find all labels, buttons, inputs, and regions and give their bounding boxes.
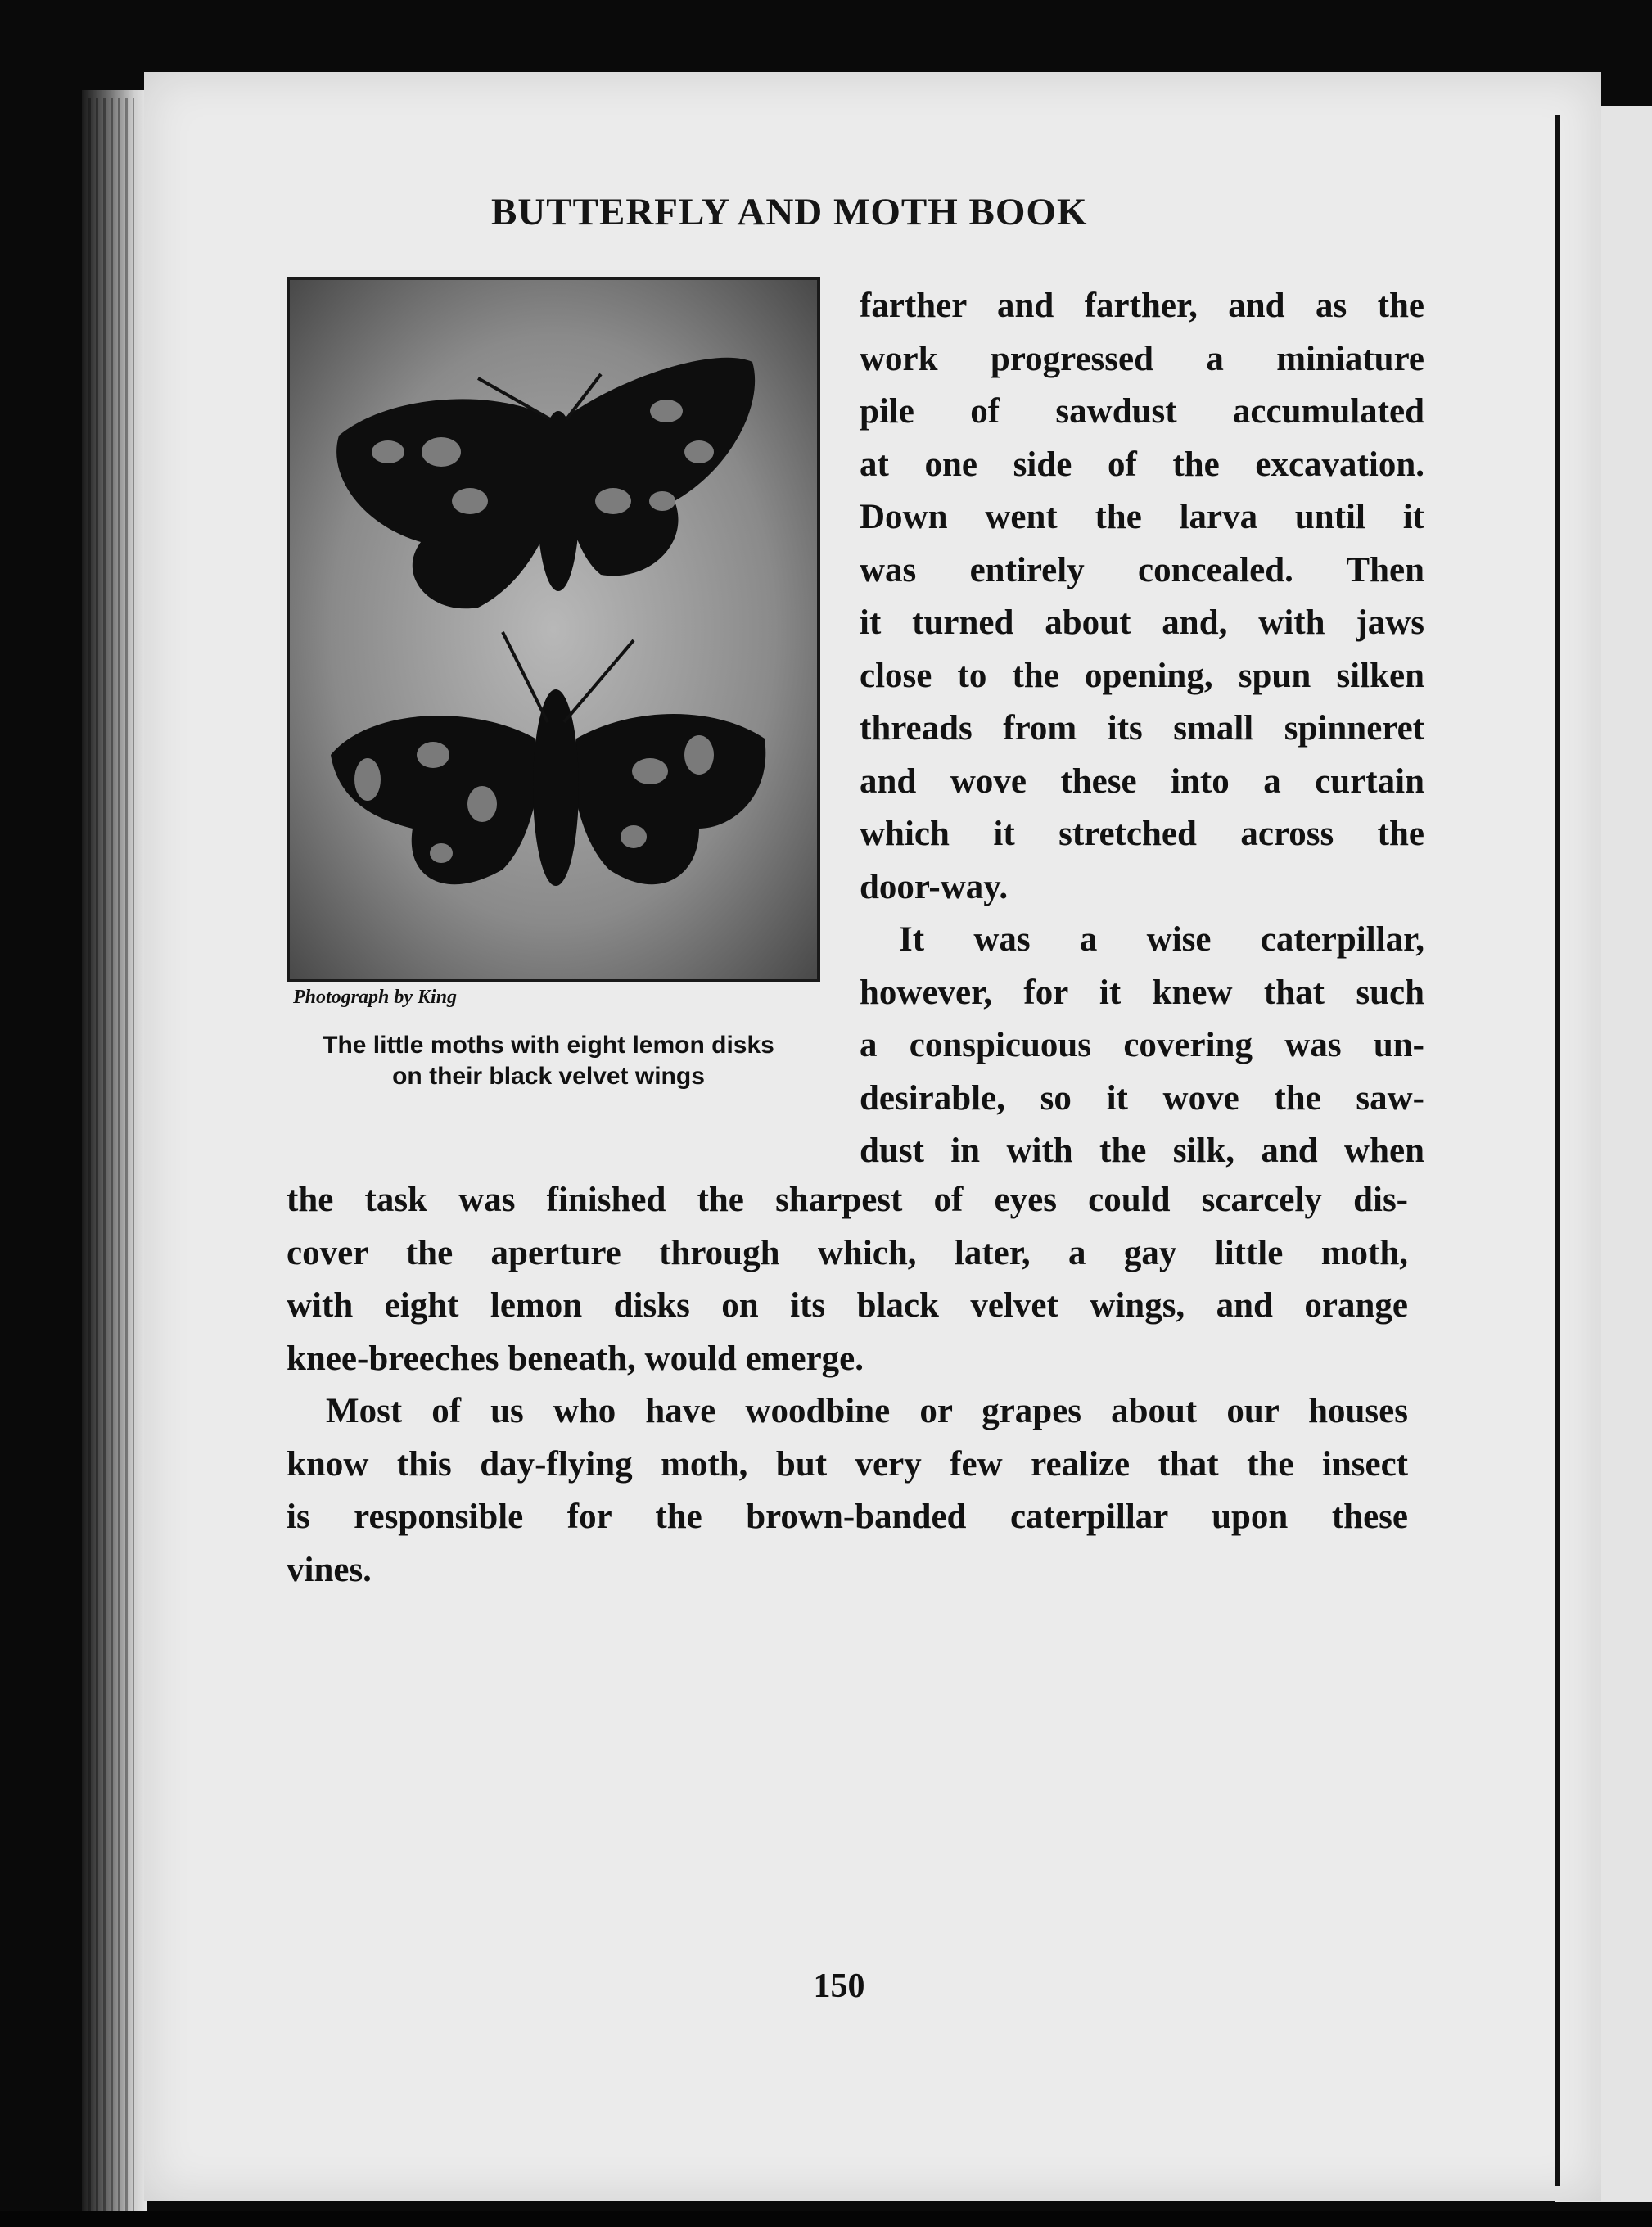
paragraph-woodbine [287, 1385, 1408, 1597]
caption-line-2: on their black velvet wings [392, 1063, 705, 1090]
paragraph-continued [860, 280, 1424, 914]
text-line: know this day-flying moth, but very few realize that the insect [287, 1444, 1408, 1484]
text-line: which it stretched across the [860, 815, 1424, 853]
text-line: it turned about and, with jaws [860, 603, 1424, 642]
text-line: however, for it knew that such [860, 973, 1424, 1012]
text-line: door-way. [860, 867, 1009, 906]
text-line: the task was finished the sharpest of eyes could scarcely dis- [287, 1181, 1408, 1219]
body-text-column [860, 280, 1424, 1178]
text-line: desirable, so it wove the saw- [860, 1078, 1424, 1118]
text-line: with eight lemon disks on its black velvet wings, and orange [287, 1286, 1408, 1325]
text-line: close to the opening, spun silken [860, 656, 1424, 695]
text-line: at one side of the excavation. [860, 445, 1424, 484]
page-number: 150 [813, 1967, 865, 2005]
text-line: dust in with the silk, and when [860, 1132, 1424, 1170]
text-line: is responsible for the brown-banded caterpillar upon these [287, 1497, 1408, 1536]
scan-border-bottom [0, 2211, 1652, 2227]
text-line: pile of sawdust accumulated [860, 392, 1424, 431]
paragraph-wise-caterpillar-continued [287, 1174, 1408, 1385]
text-line: work progressed a miniature [860, 339, 1424, 378]
text-line: was entirely concealed. Then [860, 550, 1424, 590]
text-line: a conspicuous covering was un- [860, 1026, 1424, 1064]
text-line: knee-breeches beneath, would emerge. [287, 1339, 864, 1378]
moth-photograph [287, 277, 820, 982]
photo-credit: Photograph by King [293, 987, 458, 1008]
text-line: It was a wise caterpillar, [899, 920, 1424, 959]
moth-photograph-image [290, 280, 817, 979]
running-head: BUTTERFLY AND MOTH BOOK [491, 191, 1088, 233]
paragraph-wise-caterpillar [860, 914, 1424, 1178]
text-line: cover the aperture through which, later, a gay little moth, [287, 1233, 1408, 1272]
figure-caption [278, 1030, 819, 1095]
text-line: vines. [287, 1550, 372, 1589]
text-line: Most of us who have woodbine or grapes about our houses [326, 1392, 1408, 1430]
page-edge-stripes [88, 98, 134, 2211]
book-gutter [1555, 115, 1560, 2186]
body-text-full-width [287, 1174, 1408, 1597]
text-line: and wove these into a curtain [860, 761, 1424, 801]
text-line: threads from its small spinneret [860, 709, 1424, 748]
caption-line-1: The little moths with eight lemon disks [323, 1032, 774, 1059]
text-line: farther and farther, and as the [860, 287, 1424, 325]
text-line: Down went the larva until it [860, 498, 1424, 536]
